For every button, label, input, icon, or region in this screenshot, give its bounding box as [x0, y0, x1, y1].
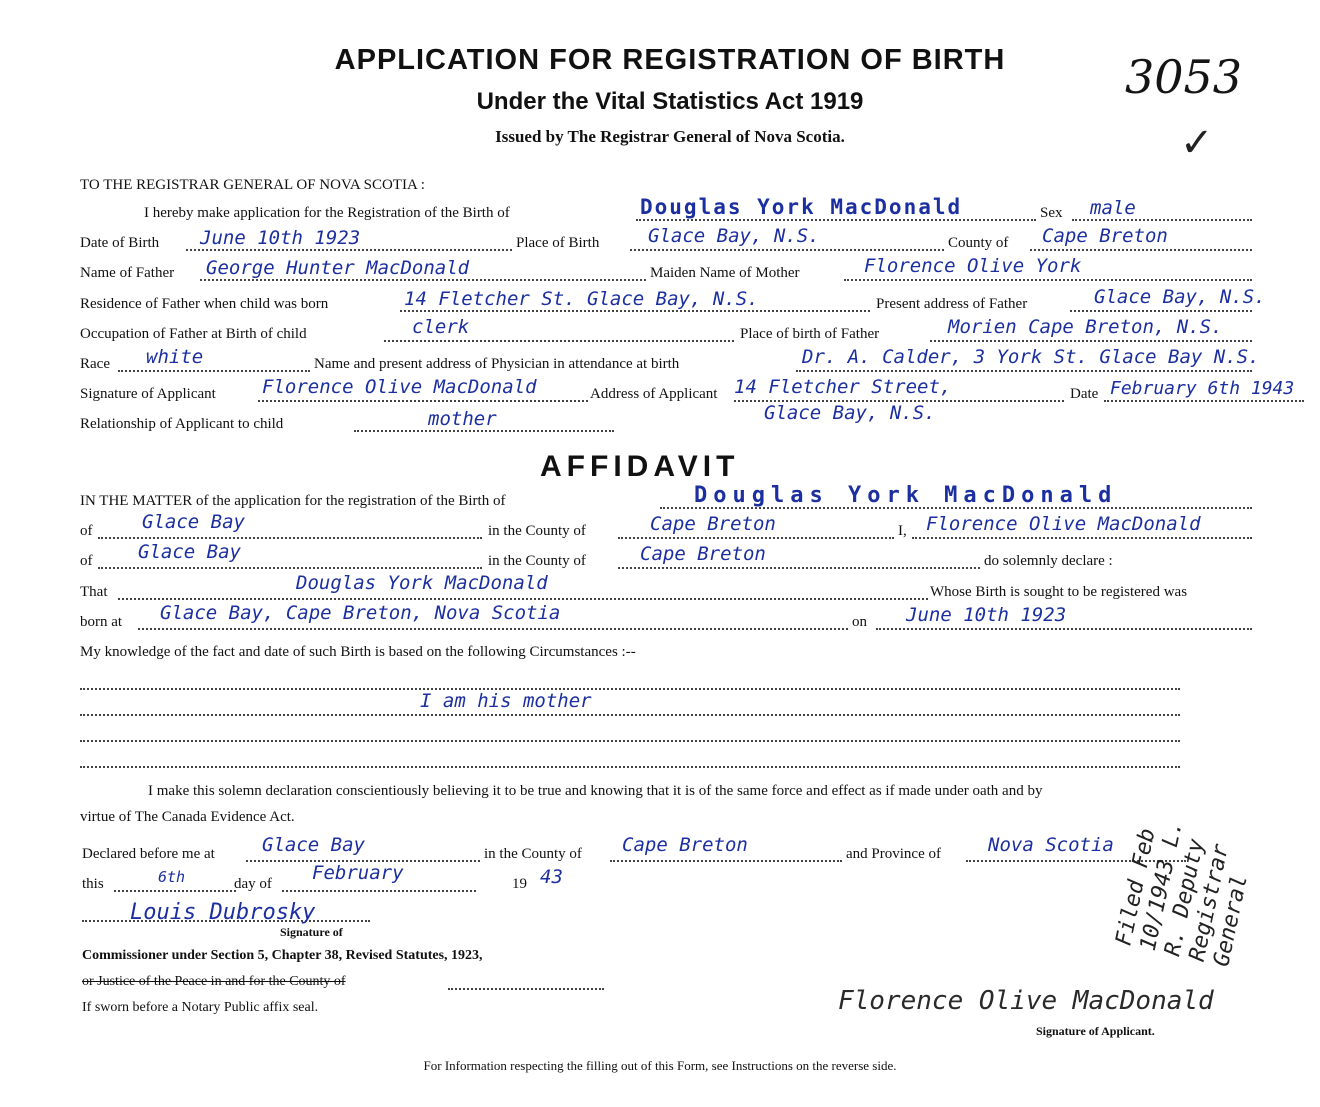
- declare-label: do solemnly declare :: [984, 553, 1113, 569]
- addressee: TO THE REGISTRAR GENERAL OF NOVA SCOTIA :: [80, 177, 425, 193]
- month-value: February: [312, 862, 404, 884]
- mother-value: Florence Olive York: [864, 255, 1082, 277]
- residence-label: Residence of Father when child was born: [80, 296, 329, 312]
- check-mark-icon: ✓: [1180, 120, 1214, 166]
- applicant-signature: Florence Olive MacDonald: [838, 986, 1214, 1016]
- whose-label: Whose Birth is sought to be registered was: [930, 584, 1188, 600]
- declaration-line-1: I make this solemn declaration conscientiously believing it to be true and knowing that it is of the same force and effect as if made under oath and by: [148, 783, 1043, 799]
- of-value-1: Glace Bay: [142, 511, 245, 533]
- declaration-line-2: virtue of The Canada Evidence Act.: [80, 809, 295, 825]
- notary-line: If sworn before a Notary Public affix seal.: [82, 1000, 319, 1015]
- day-value: 6th: [158, 868, 186, 886]
- that-name: Douglas York MacDonald: [296, 572, 548, 594]
- born-at-value: Glace Bay, Cape Breton, Nova Scotia: [160, 602, 561, 624]
- born-at-label: born at: [80, 614, 123, 630]
- sex-value: male: [1090, 197, 1136, 219]
- issued-by: Issued by The Registrar General of Nova Scotia.: [495, 127, 845, 146]
- relationship-label: Relationship of Applicant to child: [80, 416, 284, 432]
- county-label: County of: [948, 235, 1009, 251]
- declarant-name: Florence Olive MacDonald: [926, 513, 1201, 535]
- knowledge-label: My knowledge of the fact and date of such Birth is based on the following Circumstances :--: [80, 644, 636, 660]
- occupation-value: clerk: [412, 316, 470, 338]
- affidavit-heading: AFFIDAVIT: [540, 450, 740, 483]
- county-value-1: Cape Breton: [650, 513, 776, 535]
- footer-instructions: For Information respecting the filling out of this Form, see Instructions on the reverse side.: [423, 1058, 897, 1073]
- year-value: 43: [540, 866, 563, 888]
- present-address-value: Glace Bay, N.S.: [1094, 286, 1266, 308]
- occupation-label: Occupation of Father at Birth of child: [80, 326, 307, 342]
- father-label: Name of Father: [80, 265, 175, 281]
- county-label-2: in the County of: [488, 553, 586, 569]
- race-label: Race: [80, 356, 110, 372]
- intro-label: I hereby make application for the Registration of the Birth of: [144, 205, 510, 221]
- mother-label: Maiden Name of Mother: [650, 265, 800, 281]
- date-value: February 6th 1943: [1110, 378, 1295, 399]
- born-on-value: June 10th 1923: [906, 604, 1067, 626]
- day-of-label: day of: [234, 876, 272, 892]
- filed-margin-note: Filed Feb 10/1943 L. R. Deputy Registrar General: [1111, 818, 1253, 969]
- i-label: I,: [898, 523, 907, 539]
- race-value: white: [146, 346, 204, 368]
- declared-county-value: Cape Breton: [622, 834, 748, 856]
- county-value: Cape Breton: [1042, 225, 1168, 247]
- of-value-2: Glace Bay: [138, 541, 241, 563]
- province-value: Nova Scotia: [988, 834, 1114, 856]
- applicant-signature-label: Signature of Applicant.: [1036, 1024, 1155, 1038]
- file-number: 3053: [1125, 50, 1243, 104]
- relationship-value: mother: [428, 408, 497, 430]
- dob-value: June 10th 1923: [200, 227, 361, 249]
- commissioner-text: Commissioner under Section 5, Chapter 38, Revised Statutes, 1923,: [82, 948, 483, 963]
- address-value-1: 14 Fletcher Street,: [734, 376, 952, 398]
- county-label-1: in the County of: [488, 523, 586, 539]
- matter-label: IN THE MATTER of the application for the registration of the Birth of: [80, 493, 506, 509]
- father-birth-label: Place of birth of Father: [740, 326, 880, 342]
- that-label: That: [80, 584, 108, 600]
- form-title: APPLICATION FOR REGISTRATION OF BIRTH: [334, 44, 1006, 76]
- physician-label: Name and present address of Physician in attendance at birth: [314, 356, 680, 372]
- of-label-2: of: [80, 553, 93, 569]
- declared-county-label: in the County of: [484, 846, 582, 862]
- declared-label: Declared before me at: [82, 846, 215, 862]
- county-value-2: Cape Breton: [640, 543, 766, 565]
- circumstance-value: I am his mother: [420, 690, 592, 712]
- province-label: and Province of: [846, 846, 941, 862]
- of-label-1: of: [80, 523, 93, 539]
- justice-line: or Justice of the Peace in and for the County of: [82, 974, 346, 989]
- residence-value: 14 Fletcher St. Glace Bay, N.S.: [404, 288, 759, 310]
- present-address-label: Present address of Father: [876, 296, 1028, 312]
- year-prefix: 19: [512, 876, 527, 892]
- address-label: Address of Applicant: [590, 386, 718, 402]
- place-label: Place of Birth: [516, 235, 600, 251]
- applicant-sig-label: Signature of Applicant: [80, 386, 216, 402]
- address-value-2: Glace Bay, N.S.: [764, 402, 936, 424]
- child-name: Douglas York MacDonald: [640, 195, 963, 219]
- commissioner-line: [82, 948, 483, 964]
- father-birth-value: Morien Cape Breton, N.S.: [948, 316, 1223, 338]
- commissioner-signature: Louis Dubrosky: [130, 900, 316, 925]
- born-on-label: on: [852, 614, 867, 630]
- signature-of-label: Signature of: [280, 925, 343, 939]
- place-value: Glace Bay, N.S.: [648, 225, 820, 247]
- applicant-sig-value: Florence Olive MacDonald: [262, 376, 537, 398]
- this-label: this: [82, 876, 104, 892]
- physician-value: Dr. A. Calder, 3 York St. Glace Bay N.S.: [802, 346, 1260, 368]
- father-value: George Hunter MacDonald: [206, 257, 470, 279]
- date-label: Date: [1070, 386, 1099, 402]
- matter-name: Douglas York MacDonald: [694, 483, 1118, 508]
- dob-label: Date of Birth: [80, 235, 160, 251]
- sex-label: Sex: [1040, 205, 1063, 221]
- declared-at-value: Glace Bay: [262, 834, 365, 856]
- form-subtitle: Under the Vital Statistics Act 1919: [476, 88, 864, 115]
